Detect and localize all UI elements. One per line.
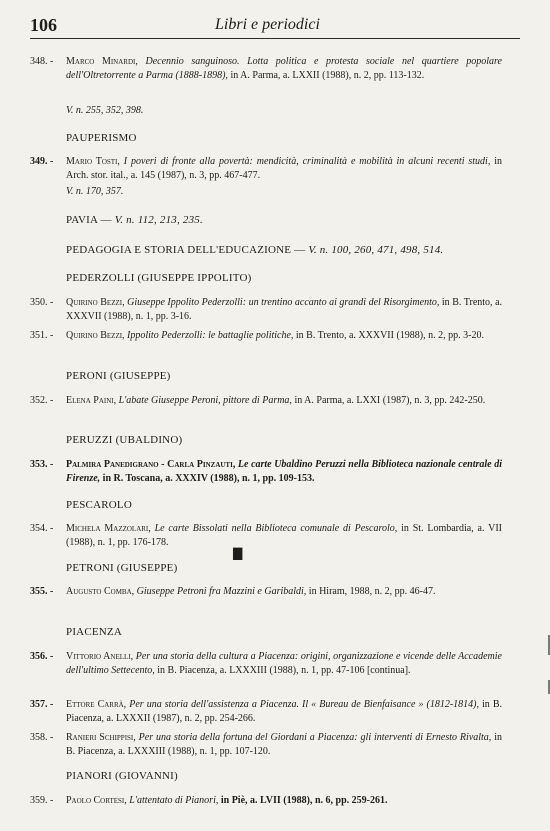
see-reference: V. n. 255, 352, 398. [66, 105, 144, 116]
entry-author: Marco Minardi, [66, 56, 138, 67]
subject-heading: PAUPERISMO [66, 132, 137, 144]
subject-heading-pavia: PAVIA — V. n. 112, 213, 235. [66, 214, 203, 226]
entry-citation: in Piè, a. LVII (1988), n. 6, pp. 259-261. [220, 795, 388, 806]
entry-author: Elena Paini, [66, 395, 117, 406]
entry-citation: in B. Piacenza, a. LXXXIII (1988), n. 1, pp. 47-106 [continua]. [157, 665, 411, 676]
entry-title: Ippolito Pederzolli: le battaglie politiche, [127, 330, 294, 341]
running-title: Libri e periodici [215, 16, 320, 33]
document-page: 106 Libri e periodici 348. - Marco Minardi, Decennio sanguinoso. Lotta politica e protesta sociale nel quartiere popolare dell'Oltretorrente a Parma (1888-1898), in A. Parma, a. LXXII (1988), n. 2, pp. 113-132. V. n. 255, 352, 398. PAUPERISMO 349. - Mario Tosti, I poveri di fronte alla povertà: mendicità, criminalità e mobilità in alcuni recenti studi, in Arch. stor. ital., a. 145 (1987), n. 3, pp. 467-477. V. n. 170, 357. PAVIA — V. n. 112, 213, 235. PEDAGOGIA E STORIA DELL'EDUCAZIONE — V. n. 100, 260, 471, 498, 514. PEDERZOLLI (GIUSEPPE IPPOLITO) 350. - Quirino Bezzi, Giuseppe Ippolito Pederzolli: un trentino accanto ai grandi del Risorgimento, in B. Trento, a. XXXVII (1988), n. 1, pp. 3-16. 351. - Quirino Bezzi, Ippolito Pederzolli: le battaglie politiche, in B. Trento, a. XXXVII (1988), n. 2, pp. 3-20. PERONI (GIUSEPPE) 352. - Elena Paini, L'abate Giuseppe Peroni, pittore di Parma, in A. Parma, a. LXXI (1987), n. 3, pp. 242-250. PERUZZI (UBALDINO) 353. - Palmira Panedigrano - Carla Pinzauti, Le carte Ubaldino Peruzzi nella Biblioteca nazionale centrale di Firenze, in R. Toscana, a. XXXIV (1988), n. 1, pp. 109-153. PESCAROLO 354. - Michela Mazzolari, Le carte Bissolati nella Biblioteca comunale di Pescarolo, in St. Lombardia, a. VII (1988), n. 1, pp. 176-178. ▇ PETRONI (GIUSEPPE) 355. - Augusto Comba, Giuseppe Petroni fra Mazzini e Garibaldi, in Hiram, 1988, n. 2, pp. 46-47. PIACENZA 356. - Vittorio Anelli, Per una storia della cultura a Piacenza: origini, organizzazione e vicende delle Accademie dell'ultimo Settecento, in B. Piacenza, a. LXXXIII (1988), n. 1, pp. 47-106 [continua]. 357. - Ettore Carrà, Per una storia dell'assistenza a Piacenza. Il « Bureau de Bienfaisance » (1812-1814), in B. Piacenza, a. LXXXII (1987), n. 2, pp. 254-266. 358. - Ranieri Schippisi, Per una storia della fortuna del Giordani a Piacenza: gli interventi di Ernesto Rivalta, in B. Piacenza, a. LXXXIII (1988), n. 1, pp. 107-120. PIANORI (GIOVANNI) 359. - Paolo Cortesi, L'attentato di Pianori, in Piè, a. LVII (1988), n. 6, pp. 259-261. [0, 0, 550, 831]
subject-heading: PESCAROLO [66, 499, 132, 511]
entry-author: Mario Tosti, [66, 156, 120, 167]
entry-author: Ranieri Schippisi, [66, 732, 136, 743]
entry-citation: in B. Piacenza, a. LXXXII (1987), n. 2, pp. 254-266. [66, 699, 502, 724]
entry-author: Quirino Bezzi, [66, 330, 125, 341]
entry-title: Giuseppe Ippolito Pederzolli: un trentino accanto ai grandi del Risorgimento, [127, 297, 440, 308]
entry-author: Quirino Bezzi, [66, 297, 125, 308]
entry-citation: in B. Piacenza, a. LXXXIII (1988), n. 1, pp. 107-120. [66, 732, 502, 757]
entry-title: Le carte Bissolati nella Biblioteca comunale di Pescarolo, [154, 523, 398, 534]
entry-author: Vittorio Anelli, [66, 651, 134, 662]
entry-citation: in St. Lombardia, a. VII (1988), n. 1, pp. 176-178. [66, 523, 503, 548]
entry-citation: in A. Parma, a. LXXII (1988), n. 2, pp. 113-132. [230, 70, 425, 81]
entry-author: Michela Mazzolari, [66, 523, 151, 534]
subject-heading: PIANORI (GIOVANNI) [66, 770, 178, 782]
entry-citation: in B. Trento, a. XXXVII (1988), n. 1, pp. 3-16. [66, 297, 503, 322]
entry-title: Per una storia dell'assistenza a Piacenza. Il « Bureau de Bienfaisance » (1812-1814), [129, 699, 479, 710]
see-reference: V. n. 170, 357. [66, 186, 124, 197]
entry-citation: in A. Parma, a. LXXI (1987), n. 3, pp. 242-250. [294, 395, 486, 406]
entry-title: Le carte Ubaldino Peruzzi nella Biblioteca nazionale centrale di Firenze, [66, 459, 502, 484]
entry-title: Per una storia della cultura a Piacenza: origini, organizzazione e vicende delle Accademie dell'ultimo Settecento, [66, 651, 502, 676]
subject-heading: PEDERZOLLI (GIUSEPPE IPPOLITO) [66, 272, 252, 284]
entry-title: I poveri di fronte alla povertà: mendicità, criminalità e mobilità in alcuni recenti studi, [123, 156, 491, 167]
entry-author: Ettore Carrà, [66, 699, 127, 710]
entry-author: Augusto Comba, [66, 586, 135, 597]
entry-title: Per una storia della fortuna del Giordani a Piacenza: gli interventi di Ernesto Rivalta, [138, 732, 492, 743]
entry-author: Paolo Cortesi, [66, 795, 127, 806]
entry-citation: in B. Trento, a. XXXVII (1988), n. 2, pp. 3-20. [295, 330, 484, 341]
entry-title: L'abate Giuseppe Peroni, pittore di Parma, [118, 395, 292, 406]
entry-title: L'attentato di Pianori, [129, 795, 219, 806]
entry-citation: in Hiram, 1988, n. 2, pp. 46-47. [308, 586, 436, 597]
entry-citation: in R. Toscana, a. XXXIV (1988), n. 1, pp. 109-153. [102, 473, 315, 484]
page-number: 106 [30, 15, 57, 35]
entry-title: Giuseppe Petroni fra Mazzini e Garibaldi, [136, 586, 307, 597]
entry-title: Decennio sanguinoso. Lotta politica e protesta sociale nel quartiere popolare dell'Oltretorrente a Parma (1888-1898), [66, 56, 502, 81]
page-header [30, 14, 520, 39]
subject-heading: PETRONI (GIUSEPPE) [66, 562, 178, 574]
entry-author: Palmira Panedigrano - Carla Pinzauti, [66, 459, 236, 470]
subject-heading: PERUZZI (UBALDINO) [66, 434, 183, 446]
subject-heading: PERONI (GIUSEPPE) [66, 370, 171, 382]
subject-heading-pedagogia: PEDAGOGIA E STORIA DELL'EDUCAZIONE — V. n. 100, 260, 471, 498, 514. [66, 244, 444, 256]
entry-citation: in Arch. stor. ital., a. 145 (1987), n. 3, pp. 467-477. [66, 156, 503, 181]
subject-heading: PIACENZA [66, 626, 122, 638]
print-blemish-mark: ▇ [233, 546, 243, 560]
